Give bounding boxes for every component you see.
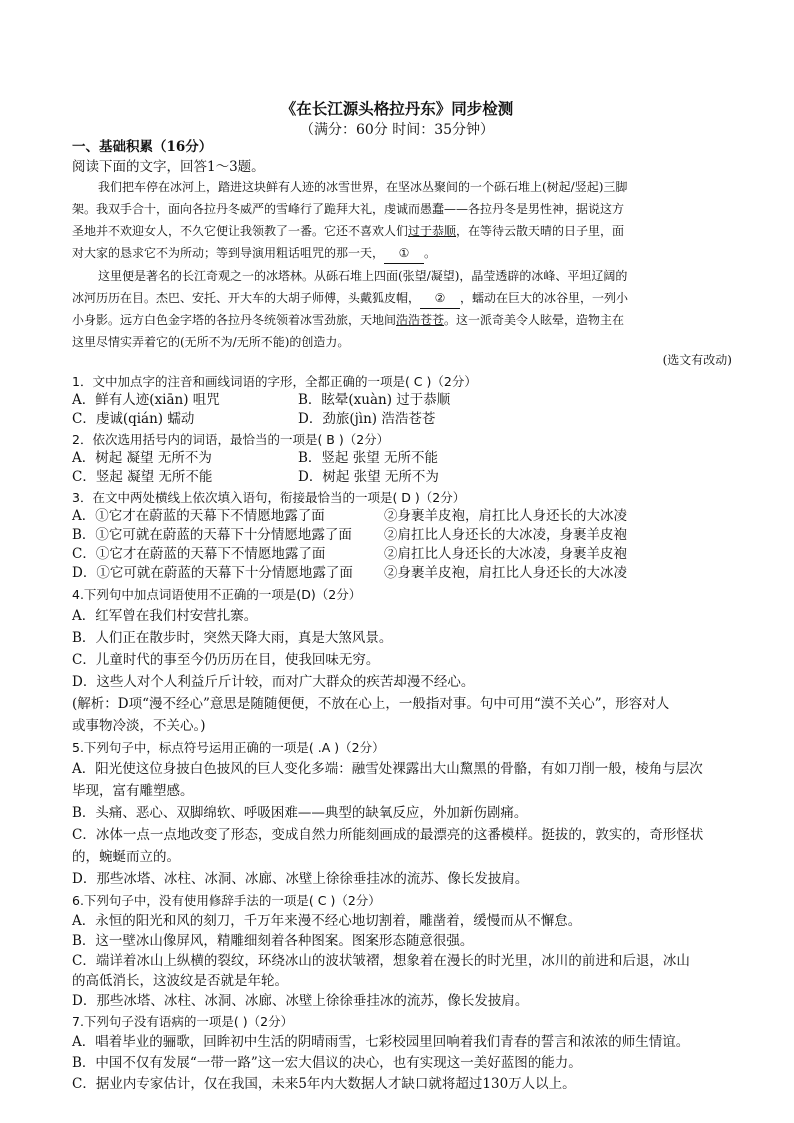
option-c-left: C．①它才在蔚蓝的天幕下不情愿地露了面 bbox=[72, 546, 326, 562]
passage-line: 圣地并不欢迎女人，不久它便让我领教了一番。它还不喜欢人们过于恭顺，在等待云散天晴的日子里，面 bbox=[72, 224, 625, 238]
option-d: D．那些冰塔、冰柱、冰洞、冰廊、冰壁上徐徐垂挂冰的流苏、像长发披肩。 bbox=[72, 871, 529, 887]
question-2: 2．依次选用括号内的词语，最恰当的一项是( B )（2分） bbox=[72, 432, 390, 447]
option-a-right: ②身裹羊皮袍，肩扛比人身还长的大冰凌 bbox=[384, 508, 627, 524]
option-b: B．人们正在散步时，突然天降大雨，真是大煞风景。 bbox=[72, 630, 393, 646]
analysis-line: 或事物冷淡，不关心。) bbox=[72, 718, 206, 734]
passage-source: (选文有改动) bbox=[662, 353, 732, 367]
passage-line: 对大家的恳求它不为所动；等到导演用粗话咀咒的那一天， ① 。 bbox=[72, 244, 732, 264]
question-1: 1．文中加点字的注音和画线词语的字形，全都正确的一项是( C )（2分） bbox=[72, 374, 477, 389]
question-4: 4.下列句中加点词语使用不正确的一项是(D)（2分） bbox=[72, 587, 362, 602]
option-c: C．虔诚(qián) 蠕动 bbox=[72, 411, 195, 427]
option-a-cont: 毕现，富有雕塑感。 bbox=[72, 783, 194, 799]
option-c-cont: 的，蜿蜒而立的。 bbox=[72, 849, 180, 865]
document-title: 《在长江源头格拉丹东》同步检测 bbox=[280, 99, 514, 118]
option-d: D．树起 张望 无所不为 bbox=[298, 469, 439, 485]
underlined-phrase: 浩浩苍苍 bbox=[396, 313, 445, 327]
option-b-left: B．①它可就在蔚蓝的天幕下十分情愿地露了面 bbox=[72, 527, 352, 543]
blank-2: ② bbox=[420, 289, 460, 309]
passage-line: 我们把车停在冰河上，踏进这块鲜有人迹的冰雪世界，在坚冰丛聚间的一个砾石堆上(树起/竖起)三脚 bbox=[98, 180, 628, 194]
analysis-line: (解析：D项“漫不经心”意思是随随便便，不放在心上，一般指对事。句中可用“漠不关心”，形容对人 bbox=[72, 696, 670, 712]
blank-1: ① bbox=[384, 244, 424, 264]
document-subtitle: （满分：60分 时间：35分钟） bbox=[299, 122, 495, 138]
option-c-right: ②肩扛比人身还长的大冰凌，身裹羊皮袍 bbox=[384, 546, 627, 562]
option-b: B．头痛、恶心、双脚绵软、呼吸困难——典型的缺氧反应，外加新伤剧痛。 bbox=[72, 805, 528, 821]
option-d: D．这些人对个人利益斤斤计较，而对广大群众的疾苦却漫不经心。 bbox=[72, 674, 475, 690]
question-5: 5.下列句子中，标点符号运用正确的一项是( .A )（2分） bbox=[72, 740, 385, 755]
option-d-right: ②身裹羊皮袍，肩扛比人身还长的大冰凌 bbox=[384, 565, 627, 581]
passage-line: 这里尽情实弄着它的(无所不为/无所不能)的创造力。 bbox=[72, 335, 350, 349]
option-d: D．那些冰塔、冰柱、冰洞、冰廊、冰壁上徐徐垂挂冰的流苏，像长发披肩。 bbox=[72, 993, 529, 1009]
option-c: C．竖起 凝望 无所不能 bbox=[72, 469, 213, 485]
option-b: B．眩晕(xuàn) 过于恭顺 bbox=[298, 392, 451, 408]
underlined-phrase: 过于恭顺 bbox=[408, 224, 457, 238]
passage-line: 架。我双手合十，面向各拉丹冬威严的雪峰行了跪拜大礼，虔诚而愚蠢——各拉丹冬是男性神，据说这方 bbox=[72, 202, 625, 216]
question-6: 6.下列句子中，没有使用修辞手法的一项是( C )（2分） bbox=[72, 893, 381, 908]
option-b: B．竖起 张望 无所不能 bbox=[298, 450, 439, 466]
option-a: A．鲜有人迹(xiān) 咀咒 bbox=[72, 392, 220, 408]
option-b: B．中国不仅有发展“一带一路”这一宏大倡议的决心，也有实现这一美好蓝图的能力。 bbox=[72, 1055, 582, 1071]
option-a: A．永恒的阳光和风的刻刀，千万年来漫不经心地切割着，雕凿着，缓慢而从不懈怠。 bbox=[72, 913, 582, 929]
option-d-left: D．①它可就在蔚蓝的天幕下十分情愿地露了面 bbox=[72, 565, 353, 581]
option-c: C．端详着冰山上纵横的裂纹，环绕冰山的波状皱褶，想象着在漫长的时光里，冰川的前进和后退，冰山 bbox=[72, 953, 690, 969]
section-heading: 一、基础积累（16分） bbox=[72, 139, 213, 155]
option-d: D．劲旅(jìn) 浩浩苍苍 bbox=[298, 411, 436, 427]
option-a: A．红军曾在我们村安营扎寨。 bbox=[72, 608, 258, 624]
option-a-left: A．①它才在蔚蓝的天幕下不情愿地露了面 bbox=[72, 508, 325, 524]
passage-line: 小身影。远方白色金字塔的各拉丹冬统领着冰雪劲旅，天地间浩浩苍苍。这一派奇美令人眩晕，造物主在 bbox=[72, 313, 625, 327]
option-c: C．冰体一点一点地改变了形态，变成自然力所能刻画成的最漂亮的这番模样。挺拔的，敦实的，奇形怪状 bbox=[72, 827, 704, 843]
option-a: A．阳光使这位身披白色披风的巨人变化多端：融雪处裸露出大山黧黑的骨骼，有如刀削一般，棱角与层次 bbox=[72, 761, 703, 777]
reading-instruction: 阅读下面的文字，回答1～3题。 bbox=[72, 159, 265, 175]
option-c: C．据业内专家估计，仅在我国，未来5年内大数据人才缺口就将超过130万人以上。 bbox=[72, 1076, 576, 1092]
question-3: 3．在文中两处横线上依次填入语句，衔接最恰当的一项是( D )（2分） bbox=[72, 490, 466, 505]
passage-line: 冰河历历在目。杰巴、安托、开大车的大胡子师傅，头戴狐皮帽， ② ，蠕动在巨大的冰谷里，一列小 bbox=[72, 289, 732, 309]
option-a: A．树起 凝望 无所不为 bbox=[72, 450, 212, 466]
option-c: C．儿童时代的事至今仍历历在目，使我回味无穷。 bbox=[72, 652, 380, 668]
option-a: A．唱着毕业的骊歌，回眸初中生活的阴晴雨雪，七彩校园里回响着我们青春的誓言和浓浓的师生情谊。 bbox=[72, 1034, 690, 1050]
question-7: 7.下列句子没有语病的一项是( )（2分） bbox=[72, 1014, 294, 1029]
option-b-right: ②肩扛比人身还长的大冰凌，身裹羊皮袍 bbox=[384, 527, 627, 543]
passage-line: 这里便是著名的长江奇观之一的冰塔林。从砾石堆上四面(张望/凝望)，晶莹透辟的冰峰、平坦辽阔的 bbox=[98, 269, 628, 283]
option-b: B．这一壁冰山像屏风，精雕细刻着各种图案。图案形态随意很强。 bbox=[72, 933, 474, 949]
option-c-cont: 的高低消长，这波纹是否就是年轮。 bbox=[72, 973, 288, 989]
